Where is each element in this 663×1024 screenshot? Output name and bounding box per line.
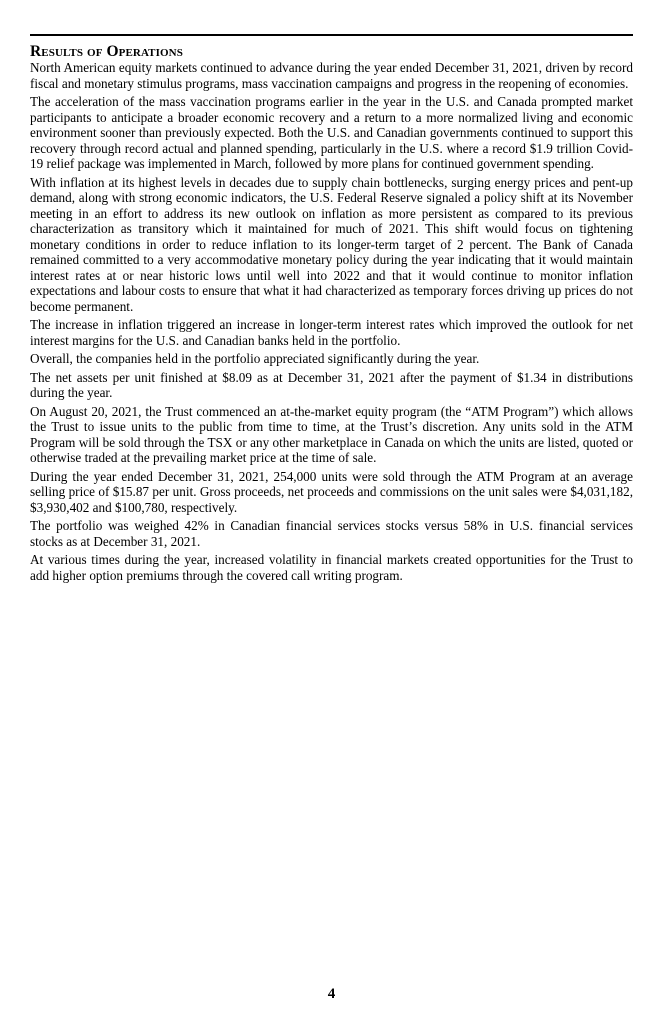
- paragraph-volatility: At various times during the year, increased volatility in financial markets created opportunities for the Trust to add higher option premiums through the covered call writing program.: [30, 552, 633, 583]
- paragraph-vaccination-recovery: The acceleration of the mass vaccination programs earlier in the year in the U.S. and Canada prompted market participants to anticipate a broader economic recovery and a return to a more normalized living and economic environment sooner than previously expected. Both the U.S. and Canadian governments continued to support this recovery through record actual and planned spending, particularly in the U.S. where a record $1.9 trillion Covid-19 relief package was implemented in March, followed by more plans for continued government spending.: [30, 94, 633, 171]
- paragraph-atm-sales: During the year ended December 31, 2021, 254,000 units were sold through the ATM Program at an average selling price of $15.87 per unit. Gross proceeds, net proceeds and commissions on the unit sales were $4,031,182, $3,930,402 and $100,780, respectively.: [30, 468, 633, 515]
- paragraph-portfolio-appreciation: Overall, the companies held in the portfolio appreciated significantly during the year.: [30, 351, 480, 366]
- section-heading: Results of Operations: [30, 43, 183, 60]
- paragraph-market-overview: North American equity markets continued to advance during the year ended December 31, 2021, driven by record fiscal and monetary stimulus programs, mass vaccination campaigns and progress in the reopening of economies.: [30, 60, 633, 91]
- paragraph-interest-rates: The increase in inflation triggered an increase in longer-term interest rates which improved the outlook for net interest margins for the U.S. and Canadian banks held in the portfolio.: [30, 317, 633, 348]
- paragraph-inflation-policy: With inflation at its highest levels in decades due to supply chain bottlenecks, surging energy prices and pent-up demand, along with strong economic indicators, the U.S. Federal Reserve signaled a policy shift at its November meeting in an effort to address its new outlook on inflation as more persistent as compared to its previous characterization as transitory which it maintained for much of 2021. This shift would focus on tightening monetary conditions in order to reduce inflation to its longer-term target of 2 percent. The Bank of Canada remained committed to a very accommodative monetary policy during the year indicating that it would maintain interest rates at or near historic lows until well into 2022 and that it would continue to monitor inflation expectations and labour costs to ensure that what it had characterized as temporary forces driving up prices do not become permanent.: [30, 174, 633, 314]
- paragraph-portfolio-weighting: The portfolio was weighed 42% in Canadian financial services stocks versus 58% in U.S. financial services stocks as at December 31, 2021.: [30, 518, 633, 549]
- top-rule: [30, 34, 633, 36]
- paragraph-atm-program: On August 20, 2021, the Trust commenced an at-the-market equity program (the “ATM Program”) which allows the Trust to issue units to the public from time to time, at the Trust’s discretion. Any units sold in the ATM Program will be sold through the TSX or any other marketplace in Canada on which the units are listed, quoted or otherwise traded at the prevailing market price at the time of sale.: [30, 403, 633, 465]
- paragraph-net-assets: The net assets per unit finished at $8.09 as at December 31, 2021 after the payment of $1.34 in distributions during the year.: [30, 369, 633, 400]
- page-number: 4: [327, 986, 336, 1002]
- results-of-operations-section: [30, 43, 633, 586]
